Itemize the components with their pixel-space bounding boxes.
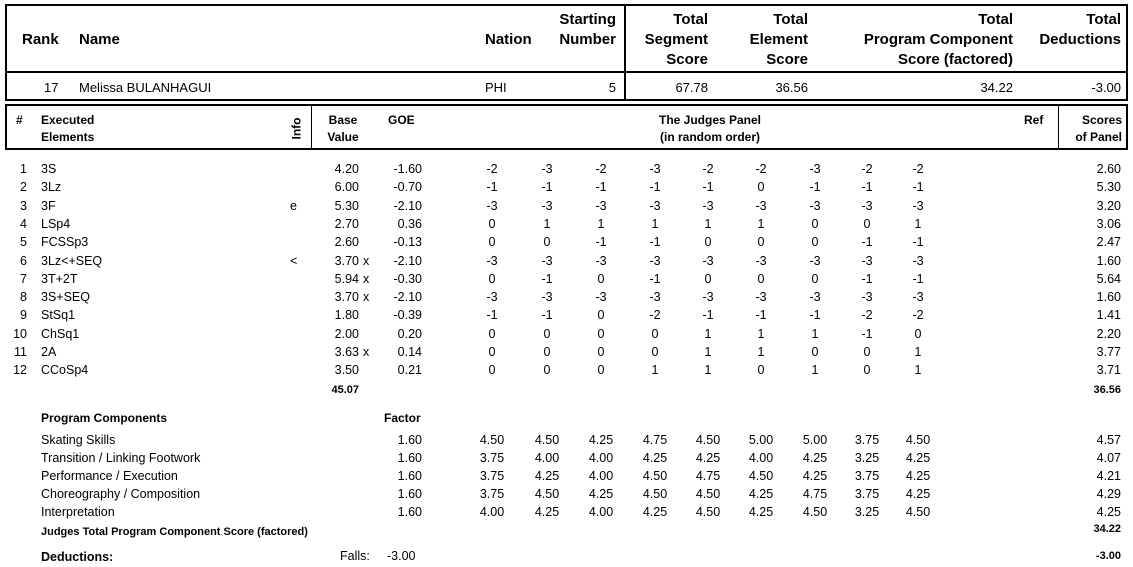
judge-mark: 1 — [704, 345, 712, 359]
judge-mark: -3 — [649, 290, 661, 305]
judge-mark: -3 — [486, 290, 498, 305]
judge-mark: -3 — [861, 253, 873, 268]
judge-mark: 0 — [543, 326, 551, 341]
judge-mark: -3 — [702, 253, 714, 268]
header-total-element-score: Total Element Score — [749, 11, 808, 68]
header-total-pcs: Total Program Component Score (factored) — [863, 11, 1013, 68]
elements-header-goe: GOE — [388, 113, 415, 127]
judge-mark: 3.25 — [854, 451, 880, 465]
judge-mark: 1 — [651, 363, 659, 378]
element-base-value: 1.80 — [334, 308, 359, 323]
element-goe: -1.60 — [393, 162, 422, 176]
skater-tss: 67.78 — [675, 80, 708, 95]
judge-mark: 1 — [811, 326, 819, 341]
judge-mark: 4.25 — [534, 469, 560, 483]
judge-mark: 3.75 — [479, 451, 505, 465]
judge-mark: 4.50 — [534, 433, 560, 447]
judge-mark: 4.25 — [905, 487, 931, 501]
judge-mark: 0 — [811, 216, 819, 231]
element-code: 3S — [41, 162, 57, 176]
skater-pcs: 34.22 — [980, 80, 1013, 95]
judge-mark: -1 — [861, 271, 873, 286]
judge-mark: 4.50 — [695, 433, 721, 447]
judge-mark: 1 — [757, 345, 765, 359]
judge-mark: -3 — [755, 290, 767, 305]
judge-mark: 0 — [704, 271, 712, 286]
judge-mark: 0 — [651, 345, 659, 359]
elements-header-num: # — [16, 113, 23, 127]
judge-mark: 4.75 — [802, 487, 828, 501]
judge-mark: -3 — [649, 253, 661, 268]
component-score: 4.29 — [1096, 487, 1121, 501]
element-number: 6 — [20, 253, 27, 268]
judge-mark: -3 — [755, 253, 767, 268]
element-goe: 0.14 — [397, 345, 422, 359]
element-panel-score: 3.20 — [1096, 198, 1121, 213]
judge-mark: 0 — [863, 363, 871, 378]
element-goe: 0.20 — [397, 326, 422, 341]
component-score: 4.57 — [1096, 433, 1121, 447]
element-bonus-mark: x — [363, 345, 370, 359]
judge-mark: 1 — [811, 363, 819, 378]
element-goe: -0.13 — [393, 235, 422, 250]
element-number: 12 — [13, 363, 27, 378]
judge-mark: 4.25 — [802, 469, 828, 483]
judge-mark: 4.25 — [905, 451, 931, 465]
pc-total-label: Judges Total Program Component Score (factored) — [41, 526, 308, 538]
judge-mark: -3 — [649, 162, 661, 176]
judge-mark: 1 — [543, 216, 551, 231]
judge-mark: 0 — [597, 326, 605, 341]
judge-mark: -3 — [541, 253, 553, 268]
judge-mark: -1 — [595, 235, 607, 250]
judge-mark: -3 — [541, 162, 553, 176]
header-rank: Rank — [22, 31, 59, 48]
judge-mark: -3 — [809, 162, 821, 176]
element-goe: -0.30 — [393, 271, 422, 286]
skater-rank: 17 — [44, 80, 59, 95]
judge-mark: 4.25 — [748, 505, 774, 519]
judge-mark: 4.25 — [905, 469, 931, 483]
judge-mark: -3 — [912, 253, 924, 268]
skater-name: Melissa BULANHAGUI — [79, 80, 212, 95]
elements-score-total: 36.56 — [1093, 384, 1121, 396]
judge-mark: 0 — [811, 271, 819, 286]
elements-header-panel: The Judges Panel (in random order) — [658, 113, 762, 144]
judge-mark: -3 — [912, 290, 924, 305]
judge-mark: -2 — [861, 308, 873, 323]
element-number: 9 — [20, 308, 27, 323]
element-code: FCSSp3 — [41, 235, 89, 250]
element-panel-score: 1.60 — [1096, 253, 1121, 268]
element-code: 3F — [41, 198, 56, 213]
elements-header-ref: Ref — [1024, 113, 1044, 127]
header-starting-number: Starting Number — [559, 11, 616, 48]
judge-mark: 0 — [488, 271, 496, 286]
judge-mark: -2 — [755, 162, 767, 176]
judge-mark: -3 — [486, 253, 498, 268]
judge-mark: 0 — [914, 326, 922, 341]
judge-mark: -2 — [649, 308, 661, 323]
element-code: 2A — [41, 345, 57, 359]
judge-mark: -1 — [809, 308, 821, 323]
element-bonus-mark: x — [363, 271, 370, 286]
judge-mark: 1 — [704, 326, 712, 341]
element-panel-score: 5.64 — [1096, 271, 1121, 286]
component-factor: 1.60 — [397, 487, 422, 501]
element-panel-score: 1.41 — [1096, 308, 1121, 323]
element-goe: 0.36 — [397, 216, 422, 231]
element-code: CCoSp4 — [41, 363, 89, 378]
element-number: 8 — [20, 290, 27, 305]
component-factor: 1.60 — [397, 433, 422, 447]
judge-mark: 0 — [757, 271, 765, 286]
judge-mark: -3 — [541, 290, 553, 305]
judge-mark: -2 — [912, 308, 924, 323]
element-panel-score: 2.20 — [1096, 326, 1121, 341]
element-panel-score: 3.71 — [1096, 363, 1121, 378]
judge-mark: 1 — [597, 216, 605, 231]
judge-mark: 3.75 — [854, 433, 880, 447]
judge-mark: 4.00 — [588, 469, 614, 483]
header-total-segment-score: Total Segment Score — [644, 11, 708, 68]
judge-mark: 4.50 — [905, 433, 931, 447]
falls-value: -3.00 — [387, 549, 416, 563]
judge-mark: -1 — [486, 308, 498, 323]
judge-mark: 4.75 — [695, 469, 721, 483]
judge-mark: 0 — [811, 235, 819, 250]
judge-mark: -3 — [809, 198, 821, 213]
judge-mark: 4.25 — [642, 505, 668, 519]
judge-mark: 0 — [863, 216, 871, 231]
element-info: < — [290, 253, 298, 268]
judge-mark: -3 — [912, 198, 924, 213]
element-goe: 0.21 — [397, 363, 422, 378]
judge-mark: 4.00 — [534, 451, 560, 465]
judge-mark: -3 — [861, 198, 873, 213]
judge-mark: 4.25 — [642, 451, 668, 465]
judge-mark: 1 — [651, 216, 659, 231]
component-name: Performance / Execution — [41, 469, 178, 483]
deductions-label: Deductions: — [41, 550, 114, 564]
judge-mark: -1 — [702, 308, 714, 323]
elements-header-executed: Executed Elements — [41, 113, 95, 144]
element-code: LSp4 — [41, 216, 71, 231]
judge-mark: 3.75 — [854, 469, 880, 483]
elements-header-sep-1 — [311, 104, 312, 150]
elements-header-scores: Scores of Panel — [1075, 113, 1122, 144]
judge-mark: -1 — [486, 180, 498, 195]
skater-deductions: -3.00 — [1091, 80, 1121, 95]
judge-mark: 4.50 — [642, 469, 668, 483]
judge-mark: 0 — [488, 345, 496, 359]
element-base-value: 6.00 — [334, 180, 359, 195]
element-base-value: 3.70 — [334, 253, 359, 268]
element-number: 11 — [14, 345, 27, 359]
component-name: Choreography / Composition — [41, 487, 201, 501]
judge-mark: 4.00 — [748, 451, 774, 465]
judge-mark: -1 — [809, 180, 821, 195]
element-info: e — [290, 198, 297, 213]
judge-mark: 0 — [757, 363, 765, 378]
judge-mark: 3.75 — [854, 487, 880, 501]
element-base-value: 2.00 — [334, 326, 359, 341]
judge-mark: 3.25 — [854, 505, 880, 519]
judge-mark: -1 — [541, 308, 553, 323]
element-base-value: 3.70 — [334, 290, 359, 305]
element-code: 3Lz — [41, 180, 62, 195]
judge-mark: -1 — [912, 235, 924, 250]
judge-mark: -3 — [809, 253, 821, 268]
judge-mark: -3 — [595, 253, 607, 268]
component-name: Transition / Linking Footwork — [41, 451, 201, 465]
judge-mark: 4.00 — [588, 451, 614, 465]
judge-mark: 0 — [597, 345, 605, 359]
base-value-total: 45.07 — [331, 384, 359, 396]
component-name: Interpretation — [41, 505, 115, 519]
judge-mark: -1 — [861, 326, 873, 341]
judge-mark: 1 — [914, 216, 922, 231]
judge-mark: 4.25 — [802, 451, 828, 465]
element-panel-score: 2.47 — [1096, 235, 1121, 250]
judge-mark: 0 — [488, 363, 496, 378]
falls-label: Falls: — [340, 549, 370, 563]
deductions-total: -3.00 — [1095, 550, 1121, 562]
judge-mark: 4.50 — [642, 487, 668, 501]
element-base-value: 5.94 — [334, 271, 359, 286]
element-base-value: 3.63 — [334, 345, 359, 359]
judge-mark: -1 — [649, 235, 661, 250]
element-bonus-mark: x — [363, 290, 370, 305]
judge-mark: 4.25 — [588, 433, 614, 447]
judge-mark: -3 — [595, 198, 607, 213]
judge-mark: -3 — [595, 290, 607, 305]
element-base-value: 3.50 — [334, 363, 359, 378]
element-code: ChSq1 — [41, 326, 80, 341]
judge-mark: 4.25 — [748, 487, 774, 501]
judge-mark: -1 — [861, 180, 873, 195]
component-factor: 1.60 — [397, 469, 422, 483]
component-score: 4.21 — [1096, 469, 1121, 483]
judge-mark: -2 — [861, 162, 873, 176]
element-bonus-mark: x — [363, 253, 370, 268]
element-number: 5 — [20, 235, 27, 250]
judge-mark: 0 — [704, 235, 712, 250]
judge-mark: -3 — [649, 198, 661, 213]
element-number: 1 — [20, 162, 27, 176]
judge-mark: -3 — [755, 198, 767, 213]
judge-mark: 4.50 — [905, 505, 931, 519]
judge-mark: 0 — [597, 363, 605, 378]
header-nation: Nation — [485, 31, 532, 48]
element-number: 3 — [20, 198, 27, 213]
judge-mark: -1 — [912, 180, 924, 195]
skater-starting-number: 5 — [608, 80, 616, 95]
element-goe: -0.70 — [393, 180, 422, 195]
pc-header-title: Program Components — [41, 411, 168, 425]
judge-mark: -2 — [912, 162, 924, 176]
element-number: 10 — [13, 326, 27, 341]
judge-mark: -3 — [702, 290, 714, 305]
skater-nation: PHI — [485, 80, 507, 95]
header-total-deductions: Total Deductions — [1039, 11, 1121, 48]
header-name: Name — [79, 31, 120, 48]
judge-mark: 4.50 — [695, 487, 721, 501]
judge-mark: 0 — [543, 235, 551, 250]
judge-mark: 0 — [543, 345, 551, 359]
element-number: 2 — [20, 180, 27, 195]
pc-header-factor: Factor — [384, 411, 421, 425]
judge-mark: 0 — [651, 326, 659, 341]
judge-mark: 4.00 — [479, 505, 505, 519]
element-base-value: 2.60 — [334, 235, 359, 250]
element-code: 3T+2T — [41, 271, 78, 286]
judge-mark: -2 — [595, 162, 607, 176]
judge-mark: 0 — [597, 308, 605, 323]
component-factor: 1.60 — [397, 451, 422, 465]
element-number: 7 — [20, 271, 27, 286]
judge-mark: 0 — [488, 235, 496, 250]
elements-header-info: Info — [289, 117, 304, 140]
pc-total-score: 34.22 — [1093, 523, 1121, 535]
element-panel-score: 2.60 — [1096, 162, 1121, 176]
component-score: 4.07 — [1096, 451, 1121, 465]
judge-mark: 0 — [811, 345, 819, 359]
judge-mark: 4.25 — [588, 487, 614, 501]
judge-mark: 3.75 — [479, 469, 505, 483]
judge-mark: 4.75 — [642, 433, 668, 447]
judge-mark: 1 — [757, 326, 765, 341]
element-code: StSq1 — [41, 308, 76, 323]
judge-mark: 4.50 — [802, 505, 828, 519]
judge-mark: -1 — [755, 308, 767, 323]
judge-mark: 4.50 — [534, 487, 560, 501]
judge-mark: 0 — [488, 216, 496, 231]
element-panel-score: 5.30 — [1096, 180, 1121, 195]
skater-tes: 36.56 — [775, 80, 808, 95]
component-name: Skating Skills — [41, 433, 116, 447]
judge-mark: 4.25 — [695, 451, 721, 465]
judge-mark: -1 — [649, 271, 661, 286]
component-factor: 1.60 — [397, 505, 422, 519]
judge-mark: 1 — [757, 216, 765, 231]
judge-mark: -1 — [595, 180, 607, 195]
judge-mark: -1 — [541, 180, 553, 195]
judge-mark: -1 — [861, 235, 873, 250]
judge-mark: 1 — [704, 363, 712, 378]
judge-mark: 1 — [704, 216, 712, 231]
judge-mark: -3 — [486, 198, 498, 213]
judge-mark: -3 — [861, 290, 873, 305]
element-code: 3Lz<+SEQ — [41, 253, 103, 268]
judge-mark: -1 — [541, 271, 553, 286]
judge-mark: 0 — [597, 271, 605, 286]
judge-mark: -1 — [702, 180, 714, 195]
judge-mark: 1 — [914, 345, 922, 359]
element-panel-score: 3.77 — [1096, 345, 1121, 359]
element-base-value: 2.70 — [334, 216, 359, 231]
judge-mark: 3.75 — [479, 487, 505, 501]
judge-mark: -3 — [809, 290, 821, 305]
element-goe: -2.10 — [393, 253, 422, 268]
judge-mark: 0 — [488, 326, 496, 341]
judge-mark: -2 — [702, 162, 714, 176]
judge-mark: 0 — [543, 363, 551, 378]
header-divider — [5, 71, 1128, 73]
element-code: 3S+SEQ — [41, 290, 90, 305]
judge-mark: 0 — [757, 180, 765, 195]
judge-mark: 4.25 — [534, 505, 560, 519]
judge-mark: -3 — [702, 198, 714, 213]
judge-mark: 1 — [914, 363, 922, 378]
elements-header-sep-2 — [1058, 104, 1059, 150]
judge-mark: 5.00 — [802, 433, 828, 447]
judge-mark: 5.00 — [748, 433, 774, 447]
elements-header-base: Base Value — [327, 113, 359, 144]
element-panel-score: 1.60 — [1096, 290, 1121, 305]
element-base-value: 4.20 — [334, 162, 359, 176]
judge-mark: -1 — [912, 271, 924, 286]
component-score: 4.25 — [1096, 505, 1121, 519]
judge-mark: -3 — [541, 198, 553, 213]
element-goe: -2.10 — [393, 198, 422, 213]
judge-mark: 0 — [757, 235, 765, 250]
element-panel-score: 3.06 — [1096, 216, 1121, 231]
element-goe: -0.39 — [393, 308, 422, 323]
judge-mark: 4.50 — [479, 433, 505, 447]
judge-mark: -2 — [486, 162, 498, 176]
element-base-value: 5.30 — [334, 198, 359, 213]
judge-mark: 4.50 — [695, 505, 721, 519]
element-number: 4 — [20, 216, 27, 231]
judge-mark: 0 — [863, 345, 871, 359]
judge-mark: 4.50 — [748, 469, 774, 483]
element-goe: -2.10 — [393, 290, 422, 305]
judge-mark: 4.00 — [588, 505, 614, 519]
judge-mark: -1 — [649, 180, 661, 195]
